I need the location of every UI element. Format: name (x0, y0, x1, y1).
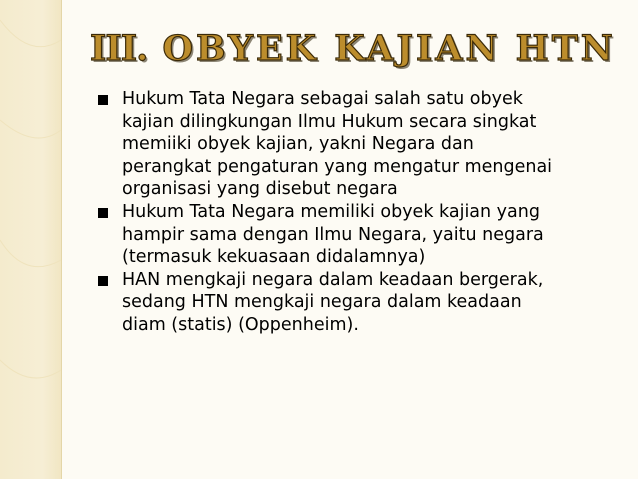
decorative-side-band (0, 0, 61, 479)
title-text: OBYEK KAJIAN HTN (162, 28, 616, 69)
bullet-square-icon (98, 95, 108, 105)
bullet-line: memiiki obyek kajian, yakni Negara dan (122, 134, 474, 155)
bullet-item (98, 269, 618, 337)
bullet-line: (termasuk kekuasaan didalamnya) (122, 247, 426, 268)
bullet-line: organisasi yang disebut negara (122, 179, 398, 200)
bullet-line: Hukum Tata Negara sebagai salah satu obyek (122, 89, 523, 109)
title-number: III. (90, 28, 148, 69)
bullet-line: hampir sama dengan Ilmu Negara, yaitu negara (122, 224, 544, 245)
bullet-list (98, 88, 618, 337)
bullet-item (98, 88, 618, 201)
bullet-line: HAN mengkaji negara dalam keadaan bergerak, (122, 269, 544, 290)
bullet-item (98, 201, 618, 269)
bullet-line: kajian dilingkungan Ilmu Hukum secara singkat (122, 111, 537, 132)
bullet-line: perangkat pengaturan yang mengatur mengenai (122, 156, 553, 177)
side-band-divider (61, 0, 62, 479)
bullet-line: diam (statis) (Oppenheim). (122, 314, 359, 335)
slide-title (90, 28, 616, 69)
band-texture-decoration (0, 0, 61, 479)
bullet-line: sedang HTN mengkaji negara dalam keadaan (122, 292, 522, 313)
bullet-line: Hukum Tata Negara memiliki obyek kajian yang (122, 201, 540, 222)
bullet-square-icon (98, 276, 108, 286)
bullet-square-icon (98, 208, 108, 218)
